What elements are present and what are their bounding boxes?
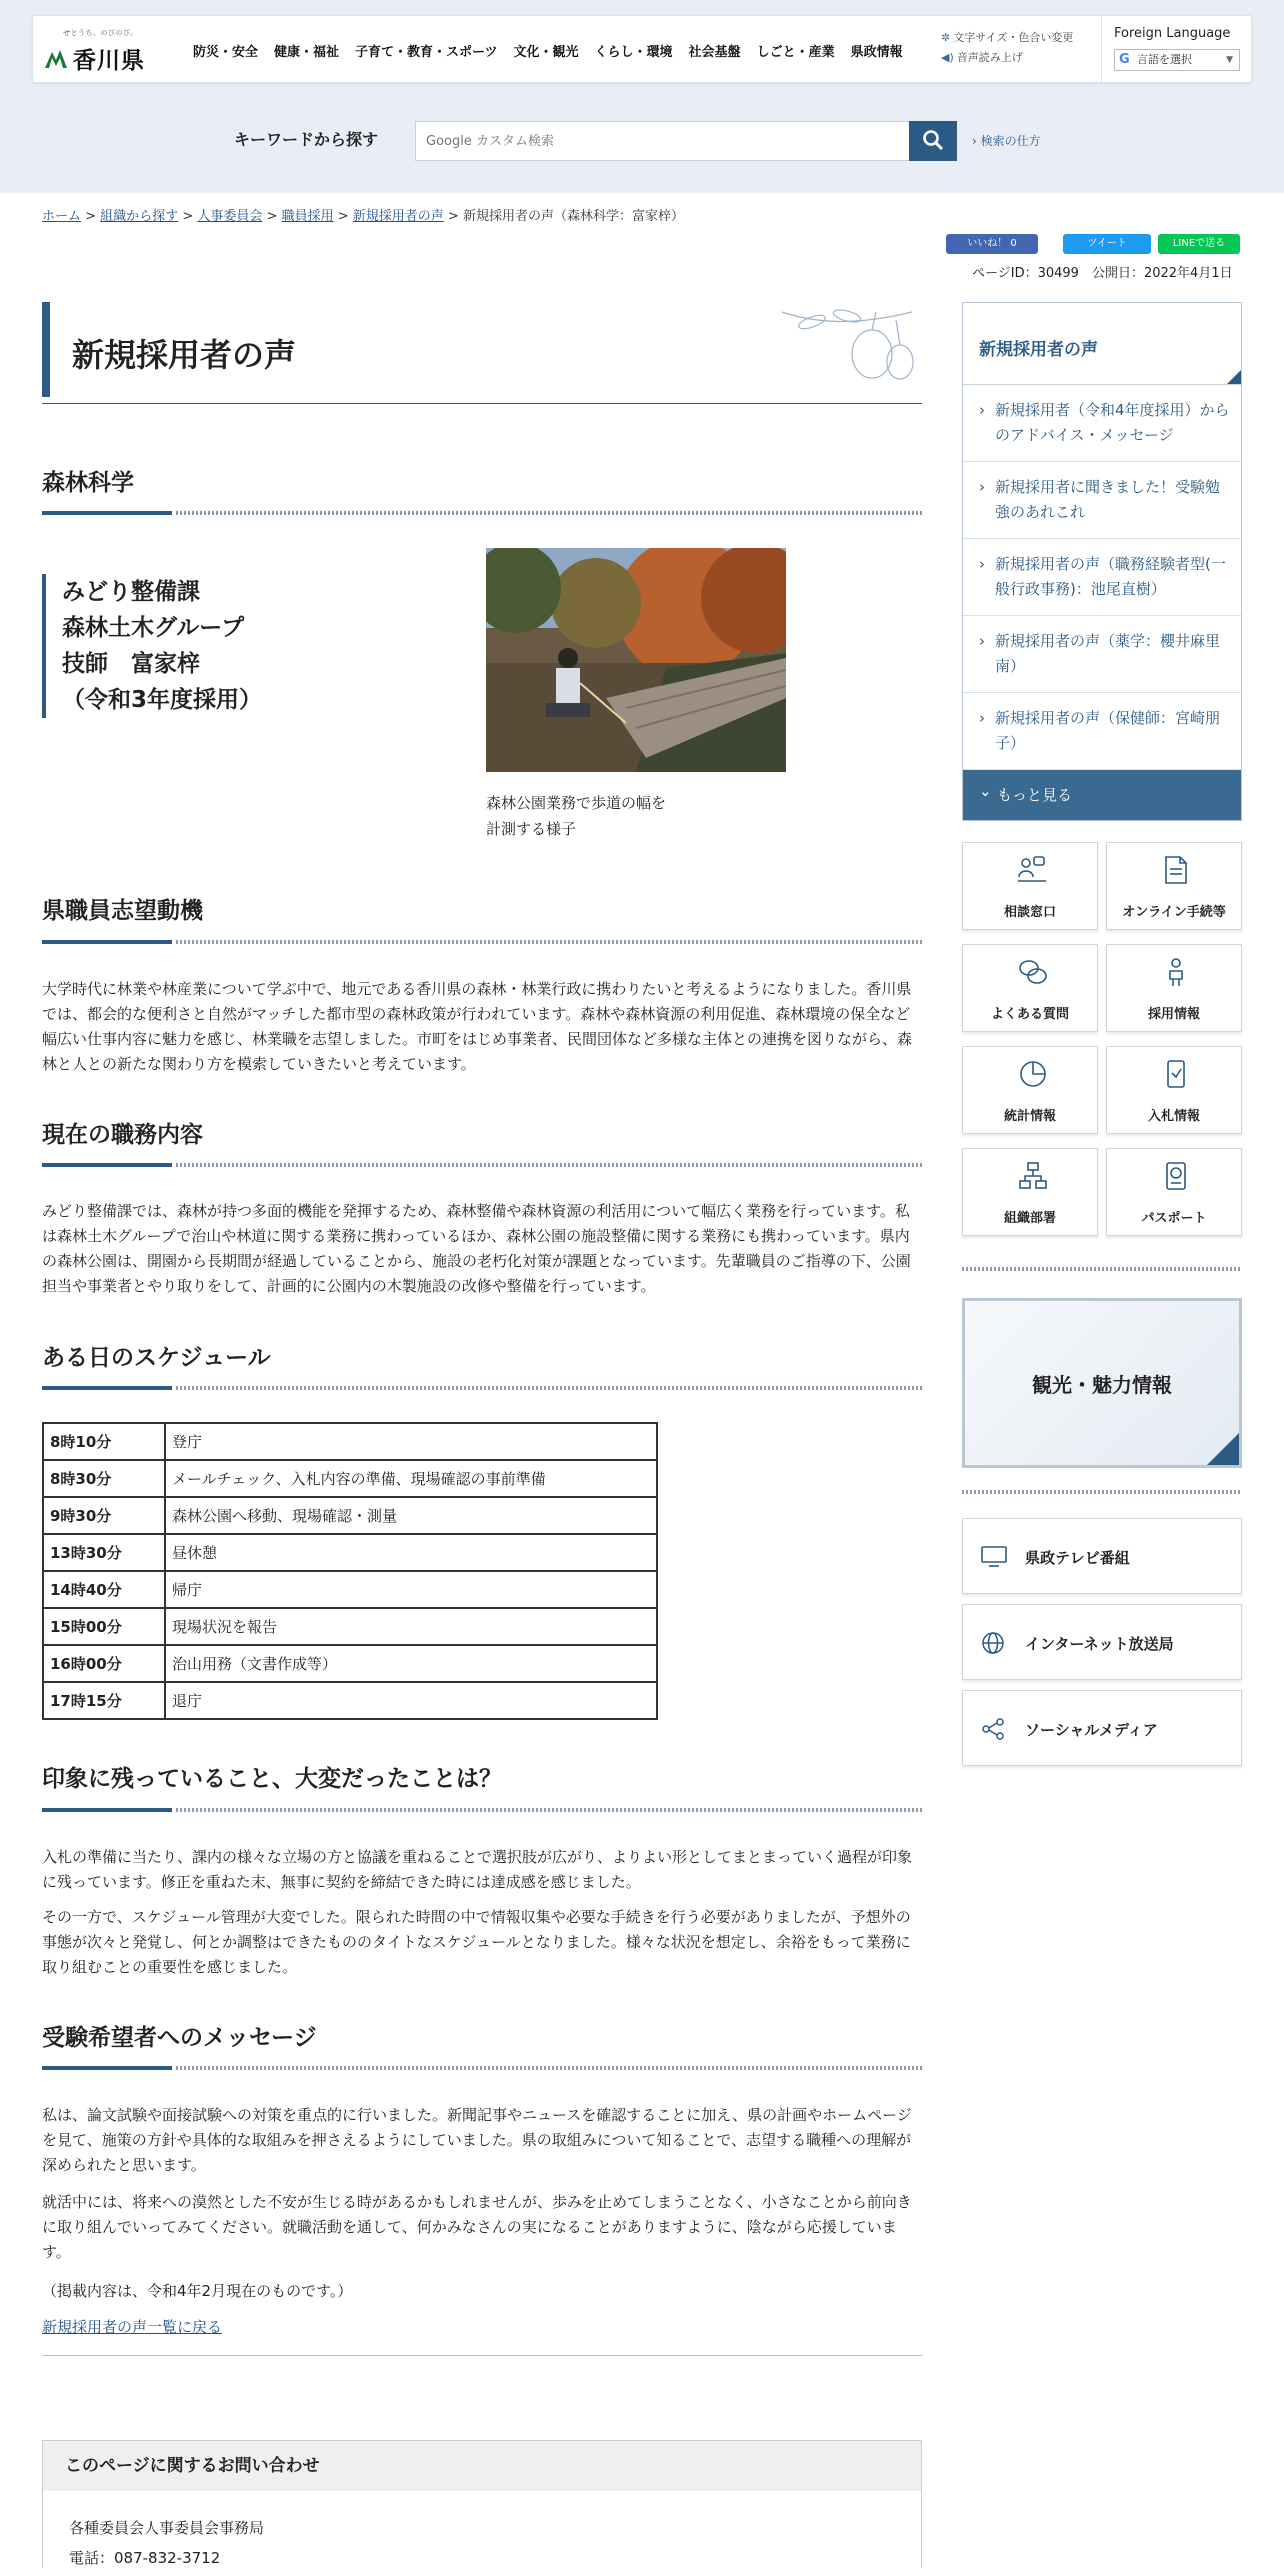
online-procedure-icon	[1162, 855, 1190, 885]
tile-label: 採用情報	[1147, 1007, 1200, 1022]
back-to-list-link[interactable]: 新規採用者の声一覧に戻る	[42, 2318, 223, 2336]
section-heading-motive: 県職員志望動機	[42, 898, 203, 924]
line-share-button[interactable]: LINEで送る	[1158, 234, 1240, 254]
contact-tel: 電話：087-832-3712	[69, 2549, 221, 2567]
tile-bidding[interactable]	[1106, 1046, 1242, 1134]
publish-date: 公開日：2022年4月1日	[1091, 266, 1233, 281]
message-note: （掲載内容は、令和4年2月現在のものです。）	[42, 2282, 353, 2300]
employee-profile	[42, 574, 262, 718]
schedule-time: 15時00分	[43, 1608, 165, 1645]
profile-name: 技師 富家梓	[62, 651, 200, 677]
page-id: ページID：30499	[972, 266, 1079, 281]
search-label: キーワードから探す	[234, 130, 379, 149]
schedule-time: 16時00分	[43, 1645, 165, 1682]
gear-icon: ✲	[941, 31, 951, 44]
impression-text-1: 入札の準備に当たり、課内の様々な立場の方と協議を重ねることで選択肢が広がり、よりよい形としてまとまっていく過程が印象に残っています。修正を重ねた末、無事に契約を締結できた時には達成感を感じました。	[42, 1848, 913, 1891]
link-social-media[interactable]	[962, 1690, 1242, 1766]
profile-group: 森林土木グループ	[62, 615, 245, 641]
message-text-2: 就活中には、将来への漠然とした不安が生じる時があるかもしれませんが、歩みを止めてしまうことなく、小さなことから前向きに取り組んでいってみてください。就職活動を通して、何かみなさんの実になることがありますように、陰ながら応援しています。	[42, 2193, 912, 2261]
site-logo[interactable]	[43, 28, 163, 72]
search-button[interactable]	[909, 121, 957, 161]
duty-text: みどり整備課では、森林が持つ多面的機能を発揮するため、森林整備や森林資源の利活用について幅広く業務を行っています。私は森林土木グループで治山や林道に関する業務に携わっているほか、森林公園の施設整備に関する業務にも携わっています。県内の森林公園は、開園から長期間が経過していることから、施設の老朽化対策が課題となっています。先輩職員のご指導の下、公園担当や事業者とやり取りをして、計画的に公園内の木製施設の改修や整備を行っています。	[42, 1202, 911, 1295]
tweet-button[interactable]: ツイート	[1063, 234, 1151, 254]
forest-park-photo	[486, 548, 786, 772]
sidebar-item[interactable]: › 新規採用者の声（薬学：櫻井麻里南）	[963, 616, 1241, 693]
nav-shigoto[interactable]: しごと・産業	[756, 44, 835, 60]
schedule-time: 9時30分	[43, 1497, 165, 1534]
schedule-time: 8時10分	[43, 1423, 165, 1460]
link-label: インターネット放送局	[1025, 1635, 1174, 1653]
table-row	[43, 1460, 657, 1497]
breadcrumb-recruitment[interactable]: 職員採用	[281, 209, 334, 224]
tile-passport[interactable]	[1106, 1148, 1242, 1236]
logo-name: 香川県	[73, 48, 145, 74]
photo-caption	[486, 790, 666, 842]
tile-label: 入札情報	[1147, 1109, 1200, 1124]
table-row	[43, 1571, 657, 1608]
organization-icon	[1018, 1161, 1048, 1191]
photo-caption-line2: 計測する様子	[486, 820, 577, 838]
google-icon: G	[1119, 52, 1130, 67]
link-tv-program[interactable]	[962, 1518, 1242, 1594]
foreign-language-box	[1101, 16, 1253, 84]
tile-recruitment[interactable]	[1106, 944, 1242, 1032]
faq-icon	[1018, 957, 1048, 987]
breadcrumb-current: 新規採用者の声（森林科学：富家梓）	[462, 209, 684, 224]
tile-label: 統計情報	[1003, 1109, 1056, 1124]
tile-organization[interactable]	[962, 1148, 1098, 1236]
schedule-table	[42, 1422, 658, 1720]
nav-kensei[interactable]: 県政情報	[850, 44, 903, 60]
profile-year: （令和3年度採用）	[62, 687, 263, 713]
dotted-divider	[962, 1267, 1242, 1271]
kagawa-logo-icon	[43, 48, 69, 70]
tv-icon	[981, 1545, 1007, 1567]
title-accent-bar	[42, 302, 50, 397]
fontsize-label: 文字サイズ・色合い変更	[953, 31, 1074, 44]
divider	[42, 2355, 922, 2356]
section-heading-schedule: ある日のスケジュール	[42, 1345, 271, 1371]
contact-department: 各種委員会人事委員会事務局	[69, 2519, 265, 2537]
section-heading-forest-science: 森林科学	[42, 470, 134, 496]
section-heading-impression: 印象に残っていること、大変だったことは？	[42, 1766, 502, 1792]
table-row	[43, 1645, 657, 1682]
link-label: 県政テレビ番組	[1025, 1549, 1130, 1567]
globe-icon	[981, 1631, 1005, 1655]
consultation-icon	[1018, 855, 1046, 885]
schedule-time: 17時15分	[43, 1682, 165, 1719]
tile-consultation[interactable]	[962, 842, 1098, 930]
speaker-icon: ◀)	[941, 51, 954, 64]
sidebar-title-label: 新規採用者の声	[979, 340, 1098, 360]
tile-statistics[interactable]	[962, 1046, 1098, 1134]
page-title-block	[42, 302, 922, 404]
schedule-task: 昼休憩	[165, 1534, 657, 1571]
link-internet-broadcast[interactable]	[962, 1604, 1242, 1680]
page-meta	[972, 262, 1233, 281]
logo-tagline: せとうち、のびのび。	[63, 29, 138, 37]
schedule-task: 治山用務（文書作成等）	[165, 1645, 657, 1682]
tile-label: 相談窓口	[1003, 905, 1056, 920]
search-icon	[922, 129, 944, 151]
schedule-task: 退庁	[165, 1682, 657, 1719]
sidebar-item[interactable]: › 新規採用者の声（保健師：宮崎朋子）	[963, 693, 1241, 770]
section-underline	[42, 940, 922, 944]
section-underline	[42, 2066, 922, 2070]
language-select-label: 言語を選択	[1137, 53, 1192, 66]
nav-shakai[interactable]: 社会基盤	[688, 44, 741, 60]
schedule-task: 現場状況を報告	[165, 1608, 657, 1645]
table-row	[43, 1423, 657, 1460]
nav-kurashi[interactable]: くらし・環境	[594, 44, 673, 60]
tourism-label: 観光・魅力情報	[1032, 1373, 1172, 1397]
olive-branch-icon	[772, 302, 922, 397]
tile-online-procedure[interactable]	[1106, 842, 1242, 930]
page-title: 新規採用者の声	[72, 336, 297, 374]
photo-caption-line1: 森林公園業務で歩道の幅を	[486, 794, 667, 812]
sidebar-item[interactable]: › 新規採用者（令和4年度採用）からのアドバイス・メッセージ	[963, 385, 1241, 462]
tile-label: 組織部署	[1003, 1211, 1056, 1226]
tile-label: オンライン手続等	[1122, 905, 1226, 920]
share-icon	[981, 1717, 1005, 1741]
schedule-task: 登庁	[165, 1423, 657, 1460]
tourism-banner[interactable]	[962, 1298, 1242, 1468]
breadcrumb-home[interactable]: ホーム	[42, 209, 82, 224]
search-help-label: 検索の仕方	[980, 134, 1041, 148]
sidebar-nav	[962, 302, 1242, 821]
breadcrumb-new-hires[interactable]: 新規採用者の声	[352, 209, 444, 224]
breadcrumb-personnel-committee[interactable]: 人事委員会	[197, 209, 263, 224]
breadcrumb-organization[interactable]: 組織から探す	[100, 209, 179, 224]
section-underline	[42, 1386, 922, 1390]
contact-heading: このページに関するお問い合わせ	[43, 2441, 921, 2491]
section-underline	[42, 511, 922, 515]
schedule-task: メールチェック、入札内容の準備、現場確認の事前準備	[165, 1460, 657, 1497]
tile-faq[interactable]	[962, 944, 1098, 1032]
search-help-link[interactable]: › 検索の仕方	[972, 134, 1041, 148]
nav-kosodate[interactable]: 子育て・教育・スポーツ	[355, 44, 498, 60]
facebook-like-button[interactable]: いいね！ 0	[946, 234, 1038, 254]
table-row	[43, 1608, 657, 1645]
link-label: ソーシャルメディア	[1025, 1721, 1158, 1739]
section-underline	[42, 1163, 922, 1167]
dropdown-arrow-icon: ▼	[1226, 55, 1233, 65]
global-nav	[193, 16, 919, 84]
corner-triangle-icon	[1227, 370, 1241, 384]
passport-icon	[1162, 1161, 1190, 1191]
schedule-time: 8時30分	[43, 1460, 165, 1497]
nav-bunka[interactable]: 文化・観光	[513, 44, 579, 60]
dotted-divider	[962, 1490, 1242, 1494]
foreign-language-label: Foreign Language	[1114, 26, 1231, 41]
motive-text: 大学時代に林業や林産業について学ぶ中で、地元である香川県の森林・林業行政に携わりたいと考えるようになりました。香川県では、都会的な便利さと自然がマッチした都市型の森林政策が行われています。森林や森林資源の利用促進、森林環境の保全など幅広い仕事内容に魅力を感じ、林業職を志望しました。市町をはじめ事業者、民間団体など多様な主体との連携を図りながら、森林と人との新たな関わり方を模索していきたいと考えています。	[42, 980, 913, 1073]
section-underline	[42, 1808, 922, 1812]
voice-label: 音声読み上げ	[956, 51, 1023, 64]
bidding-icon	[1162, 1059, 1190, 1089]
contact-box	[42, 2440, 922, 2568]
nav-bousai[interactable]: 防災・安全	[193, 44, 259, 60]
show-more-button[interactable]: ⌄ もっと見る	[963, 770, 1241, 820]
schedule-time: 13時30分	[43, 1534, 165, 1571]
sidebar-title	[963, 303, 1241, 385]
section-heading-duty: 現在の職務内容	[42, 1122, 203, 1148]
language-select[interactable]	[1114, 49, 1240, 71]
table-row	[43, 1682, 657, 1719]
profile-department: みどり整備課	[62, 579, 200, 605]
tile-label: パスポート	[1141, 1211, 1207, 1226]
statistics-icon	[1018, 1059, 1048, 1089]
sidebar-item[interactable]: › 新規採用者に聞きました！受験勉強のあれこれ	[963, 462, 1241, 539]
section-heading-message: 受験希望者へのメッセージ	[42, 2025, 317, 2051]
recruitment-icon	[1162, 957, 1190, 987]
schedule-task: 帰庁	[165, 1571, 657, 1608]
breadcrumb: ホーム > 組織から探す > 人事委員会 > 職員採用 > 新規採用者の声 > 新規採用者の声（森林科学：富家梓）	[42, 209, 684, 224]
header-bar	[32, 15, 1252, 83]
corner-triangle-icon	[1207, 1433, 1239, 1465]
table-row	[43, 1534, 657, 1571]
table-row	[43, 1497, 657, 1534]
tile-label: よくある質問	[990, 1007, 1069, 1022]
impression-text-2: その一方で、スケジュール管理が大変でした。限られた時間の中で情報収集や必要な手続きを行う必要がありましたが、予想外の事態が次々と発覚し、何とか調整はできたもののタイトなスケジュールとなりました。様々な状況を想定し、余裕をもって業務に取り組むことの重要性を感じました。	[42, 1908, 911, 1976]
schedule-time: 14時40分	[43, 1571, 165, 1608]
sidebar-item[interactable]: › 新規採用者の声（職務経験者型(一般行政事務)：池尾直樹）	[963, 539, 1241, 616]
message-text-1: 私は、論文試験や面接試験への対策を重点的に行いました。新聞記事やニュースを確認することに加え、県の計画やホームページを見て、施策の方針や具体的な取組みを押さえるようにしていました。県の取組みについて知ることで、志望する職種への理解が深められたと思います。	[42, 2106, 912, 2174]
schedule-task: 森林公園へ移動、現場確認・測量	[165, 1497, 657, 1534]
search-input[interactable]	[415, 121, 910, 161]
nav-kenko[interactable]: 健康・福祉	[274, 44, 340, 60]
